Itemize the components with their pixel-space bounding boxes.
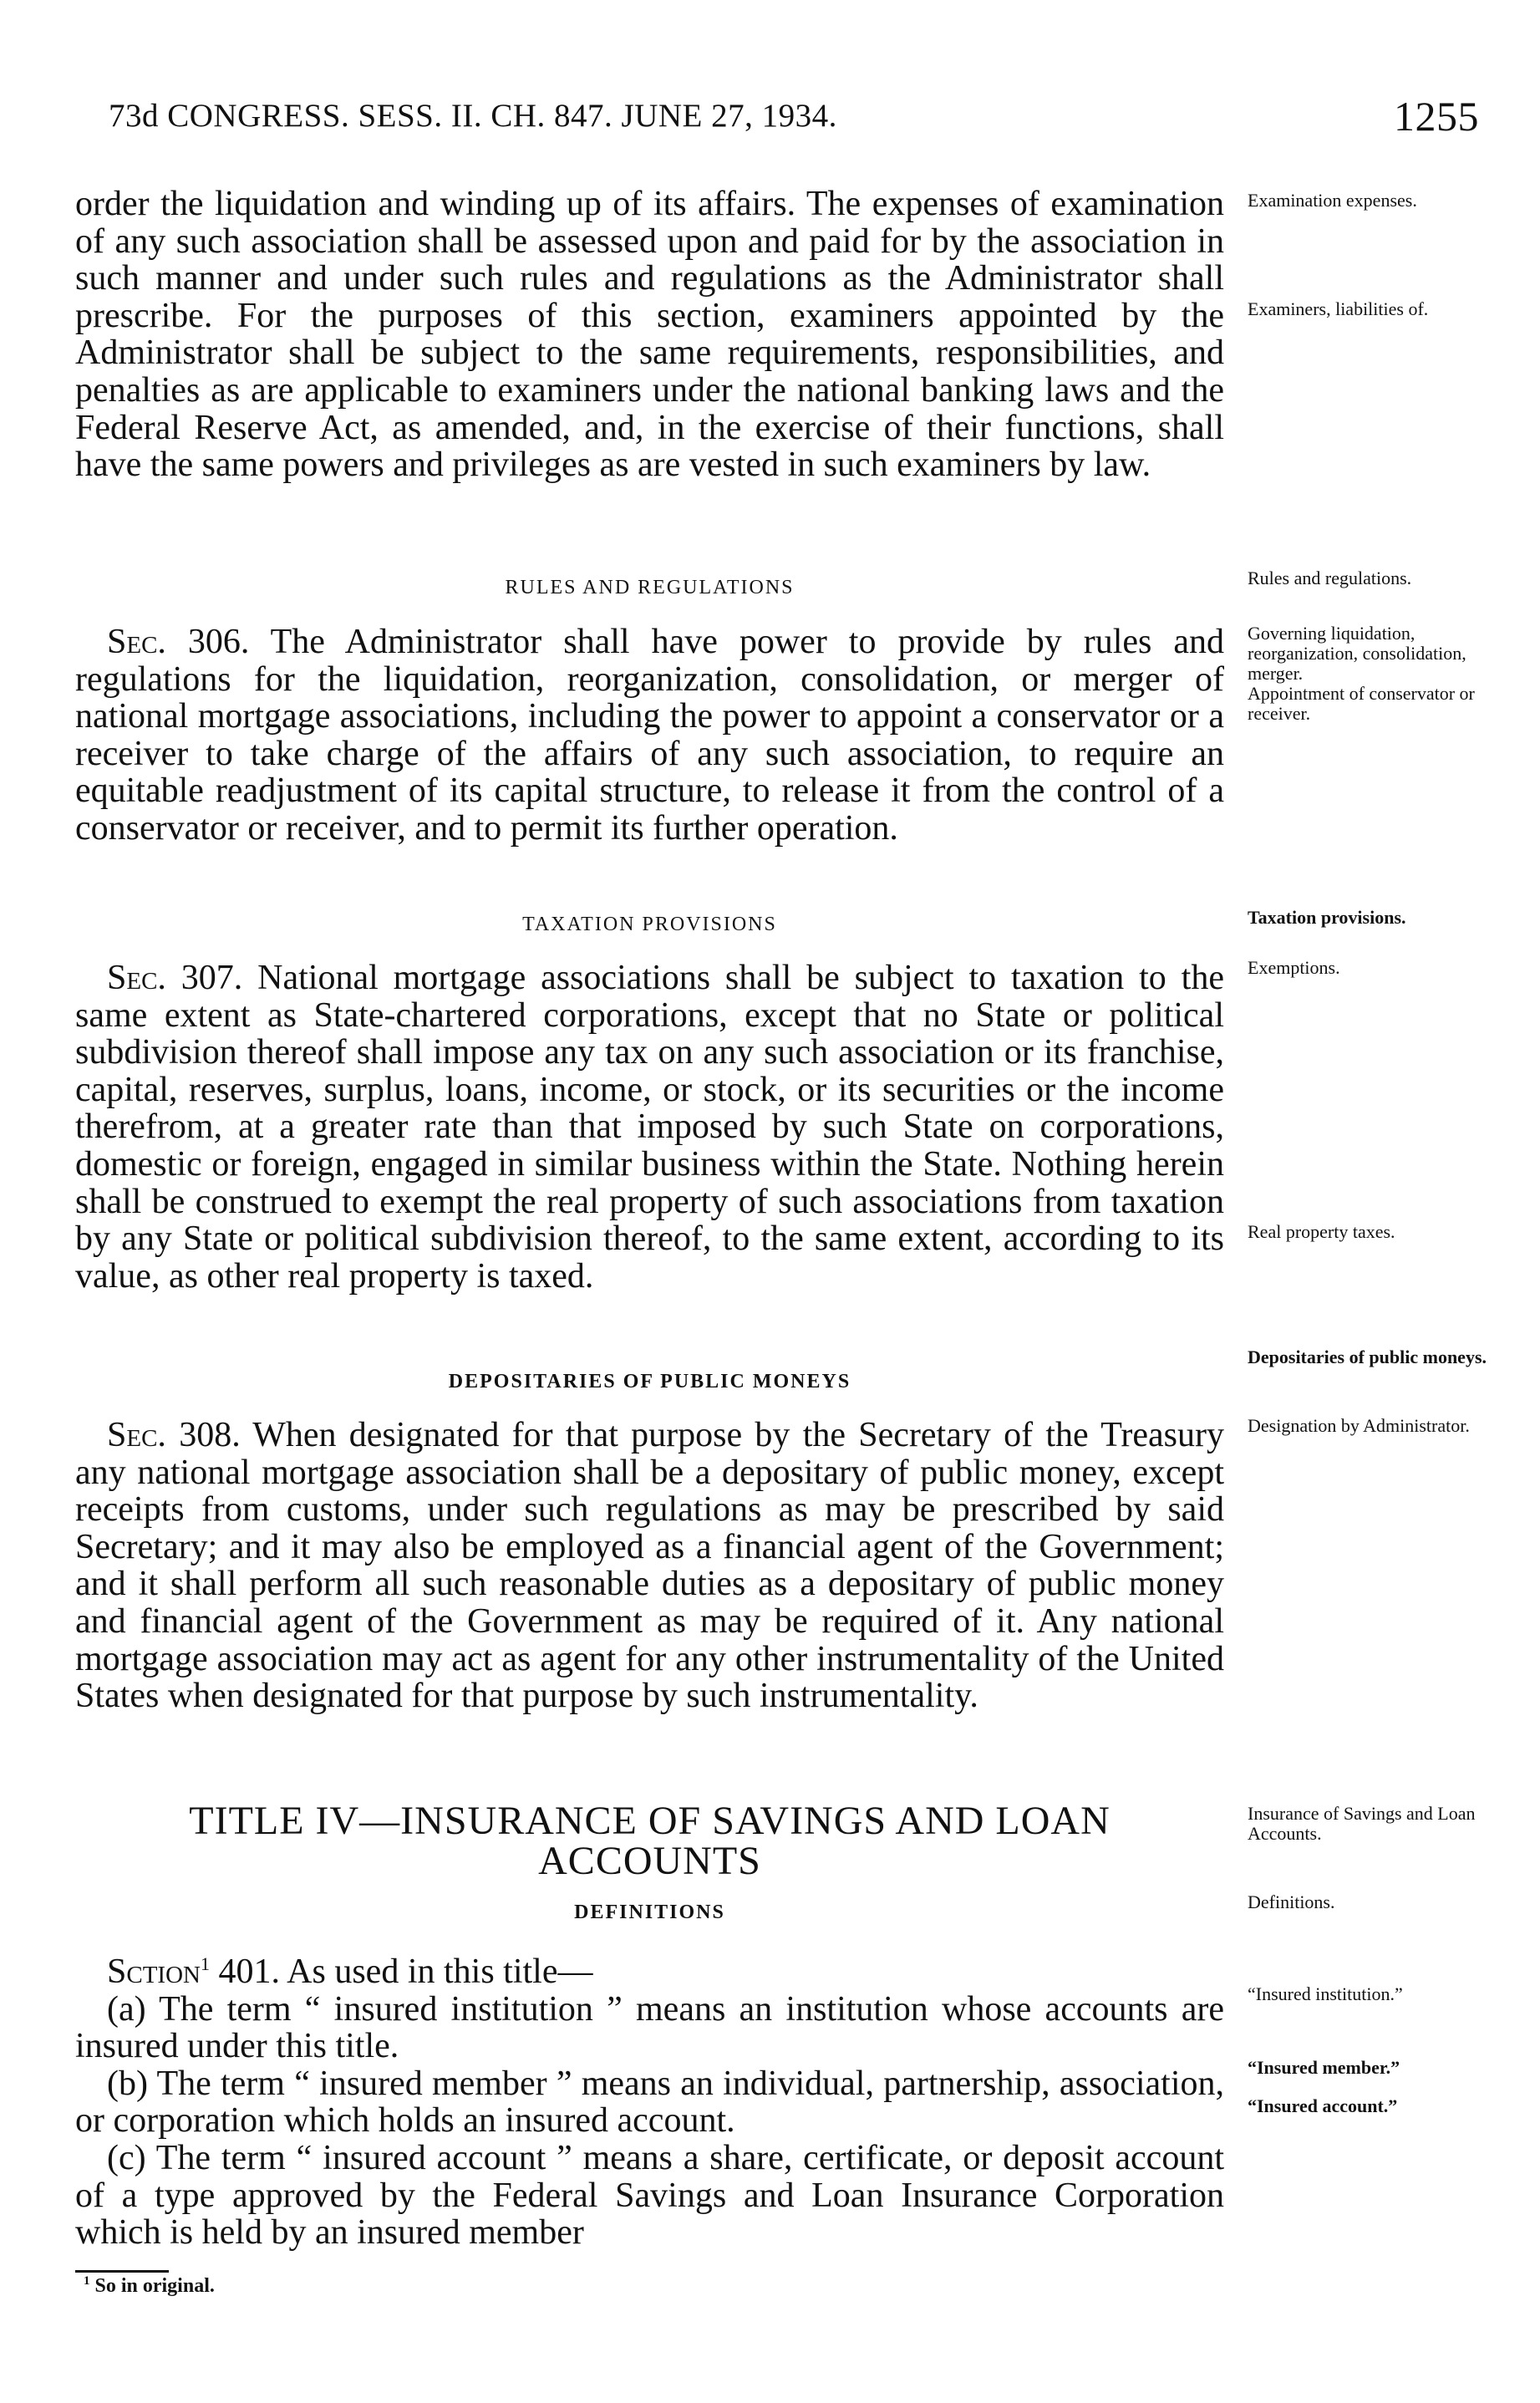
margin-note-rules-regulations: Rules and regulations. bbox=[1248, 568, 1412, 588]
margin-note-appointment: Appointment of conservator or receiver. bbox=[1248, 683, 1475, 724]
section-306 bbox=[75, 624, 1224, 848]
title-iv-line-2: ACCOUNTS bbox=[538, 1839, 761, 1883]
margin-note-examiners-liabilities: Examiners, liabilities of. bbox=[1248, 298, 1429, 319]
definition-insured-member: (b) The term “ insured member ” means an individual, partnership, association, or corporation which holds an insured account. bbox=[75, 2064, 1224, 2141]
margin-note-insured-member: “Insured member.” bbox=[1248, 2057, 1400, 2078]
section-308 bbox=[75, 1417, 1224, 1715]
section-307-text: National mortgage associations shall be subject to taxation to the same extent as State-chartered corporations, except that no State or political subdivision thereof shall impose any tax on any such association or its franchise, capital, reserves, surplus, loans, income, or stock, or its securities or the income therefrom, at a greater rate than that imposed by such State on corporations, domestic or foreign, engaged in similar business within the State. Nothing herein shall be construed to exempt the real property of such associations from taxation by any State or political subdivision thereof, to the same extent, according to its value, as other real property is taxed. bbox=[75, 959, 1224, 1296]
continuation-block bbox=[75, 186, 1224, 484]
taxation-heading: TAXATION PROVISIONS bbox=[522, 914, 777, 935]
footnote-text: So in original. bbox=[89, 2275, 215, 2297]
footnote bbox=[84, 2274, 215, 2298]
section-401-lead-text: 401. As used in this title— bbox=[209, 1952, 593, 1991]
section-308-paragraph bbox=[75, 1417, 1224, 1715]
footnote-mark: 1 bbox=[84, 2274, 90, 2288]
page-number: 1255 bbox=[1394, 93, 1479, 140]
margin-note-taxation-provisions: Taxation provisions. bbox=[1248, 907, 1406, 928]
definitions-heading: DEFINITIONS bbox=[574, 1902, 725, 1923]
section-401-label: Sction bbox=[107, 1952, 201, 1991]
margin-note-insured-account: “Insured account.” bbox=[1248, 2095, 1398, 2116]
footnote-rule bbox=[75, 2270, 169, 2273]
section-306-text: The Administrator shall have power to provide by rules and regulations for the liquidation, reorganization, consolidation, or merger of national mortgage associations, including the power to appoint a conservator or a receiver to take charge of the affairs of any such association, to require an equitable readjustment of its capital structure, to release it from the control of a conservator or receiver, and to permit its further operation. bbox=[75, 623, 1225, 848]
section-401 bbox=[75, 1946, 1224, 2252]
margin-note-depositaries: Depositaries of public moneys. bbox=[1248, 1347, 1487, 1367]
running-head-title: 73d CONGRESS. SESS. II. CH. 847. JUNE 27, 1934. bbox=[109, 98, 837, 134]
section-308-text: When designated for that purpose by the Secretary of the Treasury any national mortgage association shall be a depositary of public money, except receipts from customs, under such regulations as may be prescribed by said Secretary; and it may also be employed as a financial agent of the Government; and it shall perform all such reasonable duties as a depositary of public money and financial agent of the Government as may be required of it. Any national mortgage association may act as agent for any other instrumentality of the United States when designated for that purpose by such instrumentality. bbox=[75, 1416, 1224, 1716]
section-401-lead bbox=[75, 1946, 1224, 1991]
margin-note-definitions: Definitions. bbox=[1248, 1891, 1335, 1912]
section-307-paragraph bbox=[75, 960, 1224, 1295]
running-head bbox=[109, 93, 1479, 147]
continuation-paragraph: order the liquidation and winding up of its affairs. The expenses of examination of any such association shall be assessed upon and paid for by the association in such manner and under such rules and regulations as the Administrator shall prescribe. For the purposes of this section, examiners appointed by the Administrator shall be subject to the same requirements, responsibilities, and penalties as are applicable to examiners under the national banking laws and the Federal Reserve Act, as amended, and, in the exercise of their functions, shall have the same powers and privileges as are vested in such examiners by law. bbox=[75, 185, 1224, 485]
title-iv-line-1: TITLE IV—INSURANCE OF SAVINGS AND LOAN bbox=[189, 1799, 1111, 1843]
margin-note-insured-institution: “Insured institution.” bbox=[1248, 1983, 1403, 2004]
depositaries-heading: DEPOSITARIES OF PUBLIC MONEYS bbox=[448, 1371, 851, 1392]
section-306-paragraph bbox=[75, 624, 1224, 848]
margin-note-governing: Governing liquidation, reorganization, consolidation, merger. bbox=[1248, 623, 1466, 684]
title-iv-heading bbox=[75, 1801, 1224, 1881]
margin-note-real-property-taxes: Real property taxes. bbox=[1248, 1221, 1395, 1242]
rules-heading: RULES AND REGULATIONS bbox=[505, 577, 795, 598]
definition-insured-institution: (a) The term “ insured institution ” means an institution whose accounts are insured under this title. bbox=[75, 1989, 1224, 2066]
section-308-label: Sec. 308. bbox=[107, 1416, 241, 1454]
section-307-label: Sec. 307. bbox=[107, 959, 243, 997]
section-307 bbox=[75, 960, 1224, 1295]
margin-note-exemptions: Exemptions. bbox=[1248, 957, 1340, 978]
margin-note-insurance-accounts: Insurance of Savings and Loan Accounts. bbox=[1248, 1803, 1476, 1844]
footnote-reference: 1 bbox=[200, 1953, 210, 1974]
margin-note-examination-expenses: Examination expenses. bbox=[1248, 190, 1417, 211]
section-306-label: Sec. 306. bbox=[107, 623, 250, 661]
definition-insured-account: (c) The term “ insured account ” means a share, certificate, or deposit account of a type approved by the Federal Savings and Loan Insurance Corporation which is held by an insured member bbox=[75, 2138, 1224, 2253]
margin-note-designation: Designation by Administrator. bbox=[1248, 1415, 1470, 1436]
